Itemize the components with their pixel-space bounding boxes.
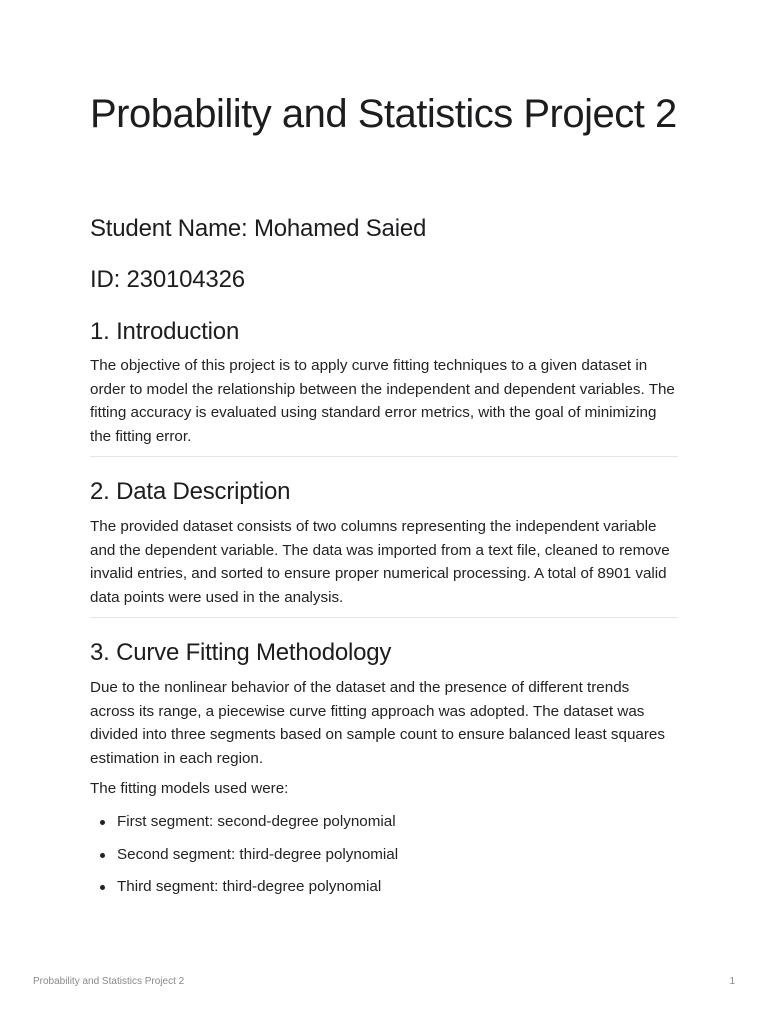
introduction-paragraph: The objective of this project is to apply curve fitting techniques to a given dataset in order to model the relationship between the independent and dependent variables. The fitting accuracy is evaluated using standard error metrics, with the goal of minimizing the fitting error. [90, 357, 675, 445]
list-item [90, 843, 678, 876]
footer-document-title: Probability and Statistics Project 2 [33, 976, 185, 987]
fitting-models-list [90, 810, 678, 908]
document-title: Probability and Statistics Project 2 [90, 92, 677, 136]
section-heading-data-description: 2. Data Description [90, 478, 291, 505]
list-item-text: Second segment: third-degree polynomial [117, 845, 399, 863]
bullet-icon [100, 853, 105, 858]
bullet-icon [100, 820, 105, 825]
list-item [90, 810, 678, 843]
section-divider [90, 456, 678, 457]
student-name-heading: Student Name: Mohamed Saied [90, 215, 427, 242]
student-id-heading: ID: 230104326 [90, 266, 245, 293]
section-divider [90, 617, 678, 618]
models-intro-paragraph: The fitting models used were: [90, 780, 289, 797]
methodology-paragraph: Due to the nonlinear behavior of the dataset and the presence of different trends across its range, a piecewise curve fitting approach was adopted. The dataset was divided into three segments based on sample count to ensure balanced least squares estimation in each region. [90, 679, 665, 767]
section-heading-introduction: 1. Introduction [90, 318, 240, 345]
list-item-text: Third segment: third-degree polynomial [117, 878, 382, 895]
list-item [90, 875, 678, 908]
data-description-paragraph: The provided dataset consists of two columns representing the independent variable and the dependent variable. The data was imported from a text file, cleaned to remove invalid entries, and sorted to ensure proper numerical processing. A total of 8901 valid data points were used in the analysis. [90, 518, 670, 606]
bullet-icon [100, 885, 105, 890]
section-heading-curve-fitting: 3. Curve Fitting Methodology [90, 639, 392, 666]
list-item-text: First segment: second-degree polynomial [117, 813, 396, 830]
footer-page-number: 1 [729, 976, 735, 987]
